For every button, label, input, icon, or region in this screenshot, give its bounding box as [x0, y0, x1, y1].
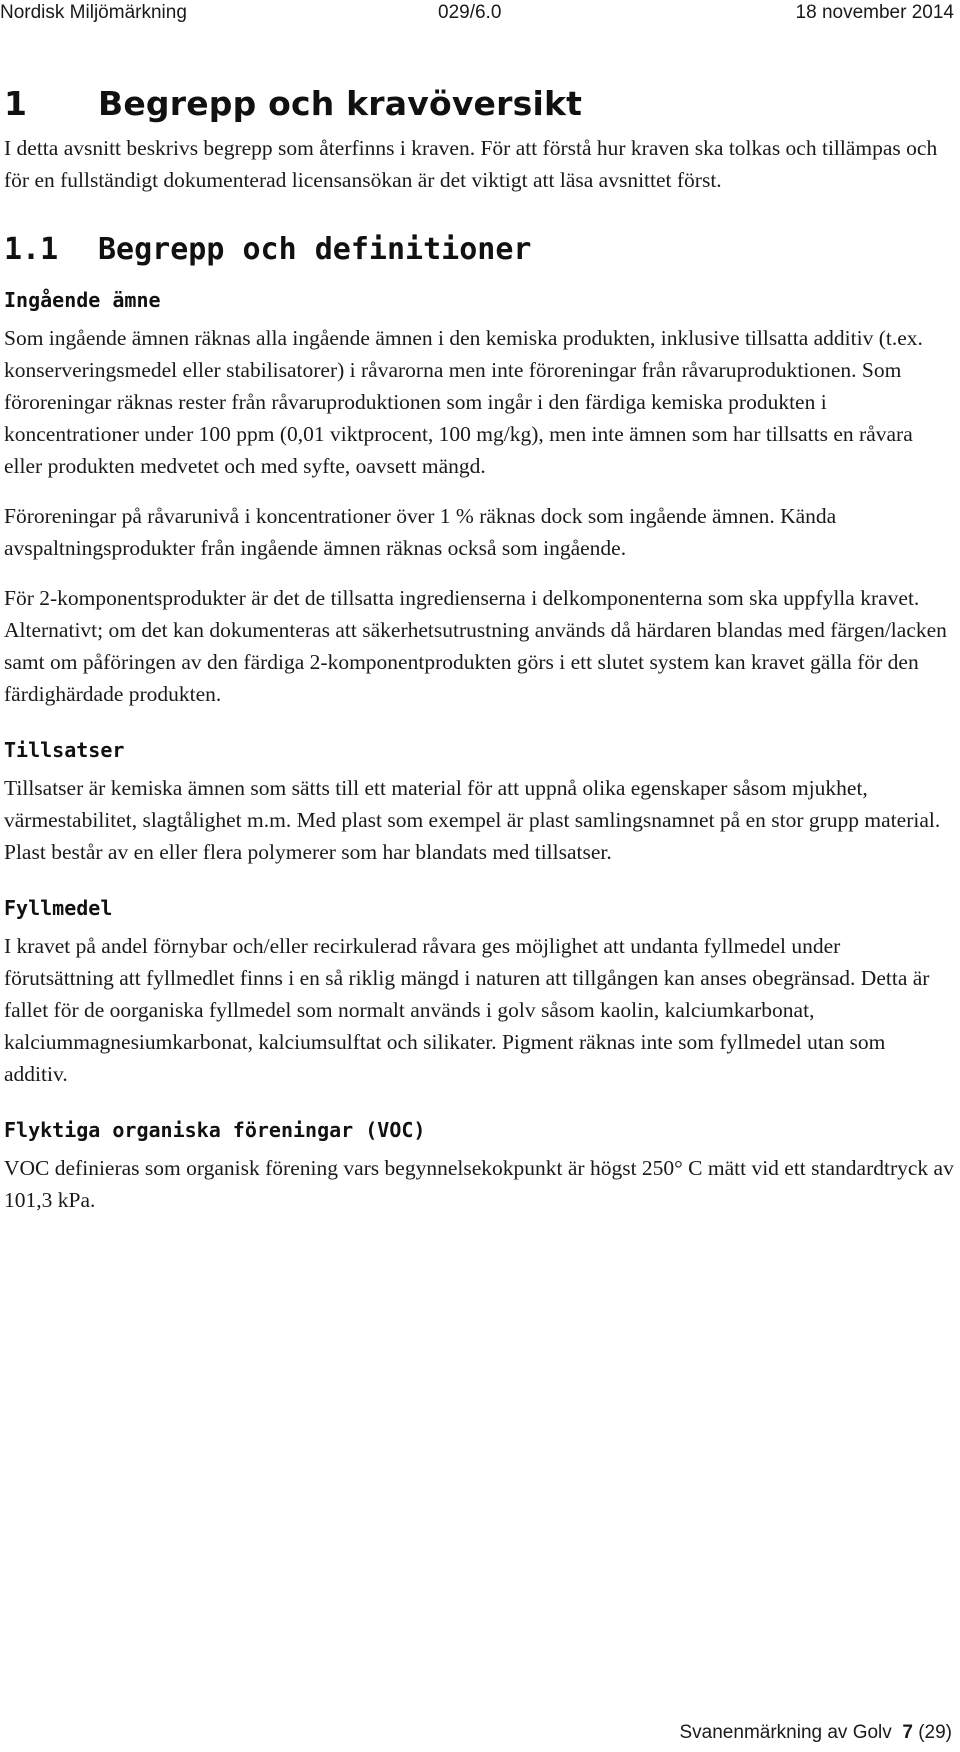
term-heading-fyllmedel: Fyllmedel: [4, 896, 113, 920]
section-number: 1: [4, 84, 28, 123]
subsection-number: 1.1: [4, 232, 59, 267]
document-body: [4, 76, 954, 1216]
footer-label: Svanenmärkning av Golv: [679, 1722, 892, 1743]
header-date: 18 november 2014: [795, 2, 954, 23]
term-paragraph: I kravet på andel förnybar och/eller recirkulerad råvara ges möjlighet att undanta fyllmedel under förutsättning att fyllmedlet finns i en så riklig mängd i naturen att tillgången kan anses obegränsad. Detta är fallet för de oorganiska fyllmedel som normalt används i golv såsom kaolin, kalciumkarbonat, kalciummagnesiumkarbonat, kalciumsulftat och silikater. Pigment räknas inte som fyllmedel utan som additiv.: [4, 934, 930, 1086]
section-intro: I detta avsnitt beskrivs begrepp som återfinns i kraven. För att förstå hur kraven ska tolkas och tillämpas och för en fullständigt dokumenterad licensansökan är det viktigt att läsa avsnittet först.: [4, 136, 938, 192]
section-heading: [4, 76, 954, 132]
footer-page-number: 7: [902, 1722, 913, 1743]
term-heading-voc: Flyktiga organiska föreningar (VOC): [4, 1118, 426, 1142]
footer-page-total: (29): [918, 1722, 952, 1743]
header-organization: Nordisk Miljömärkning: [0, 2, 187, 23]
term-paragraph: Som ingående ämnen räknas alla ingående ämnen i den kemiska produkten, inklusive tillsatta additiv (t.ex. konserveringsmedel eller stabilisatorer) i råvarorna men inte föroreningar från råvaruproduktionen. Som föroreningar räknas rester från råvaruproduktionen som ingår i den färdiga kemiska produkten i koncentrationer under 100 ppm (0,01 viktprocent, 100 mg/kg), men inte ämnen som har tillsatts en råvara eller produkten medvetet och med syfte, oavsett mängd.: [4, 326, 923, 478]
term-paragraph: För 2-komponentsprodukter är det de tillsatta ingredienserna i delkomponenterna som ska uppfylla kravet. Alternativt; om det kan dokumenteras att säkerhetsutrustning används då härdaren blandas med färgen/lacken samt om påföringen av den färdiga 2-komponentprodukten görs i ett slutet system kan kravet gälla för den färdighärdade produkten.: [4, 586, 947, 706]
page-footer: [680, 1720, 953, 1746]
header-document-number: 029/6.0: [438, 2, 502, 23]
subsection-heading: [4, 222, 954, 278]
section-title: Begrepp och kravöversikt: [98, 84, 583, 123]
term-heading-ingaende-amne: Ingående ämne: [4, 288, 161, 312]
term-paragraph: VOC definieras som organisk förening vars begynnelsekokpunkt är högst 250° C mätt vid ett standardtryck av 101,3 kPa.: [4, 1156, 954, 1212]
page-header: [0, 0, 960, 26]
subsection-title: Begrepp och definitioner: [98, 232, 532, 267]
term-heading-tillsatser: Tillsatser: [4, 738, 125, 762]
term-paragraph: Tillsatser är kemiska ämnen som sätts till ett material för att uppnå olika egenskaper såsom mjukhet, värmestabilitet, slagtålighet m.m. Med plast som exempel är plast samlingsnamnet på en stor grupp material. Plast består av en eller flera polymerer som har blandats med tillsatser.: [4, 776, 941, 864]
term-paragraph: Föroreningar på råvarunivå i koncentrationer över 1 % räknas dock som ingående ämnen. Kända avspaltningsprodukter från ingående ämnen räknas också som ingående.: [4, 504, 837, 560]
